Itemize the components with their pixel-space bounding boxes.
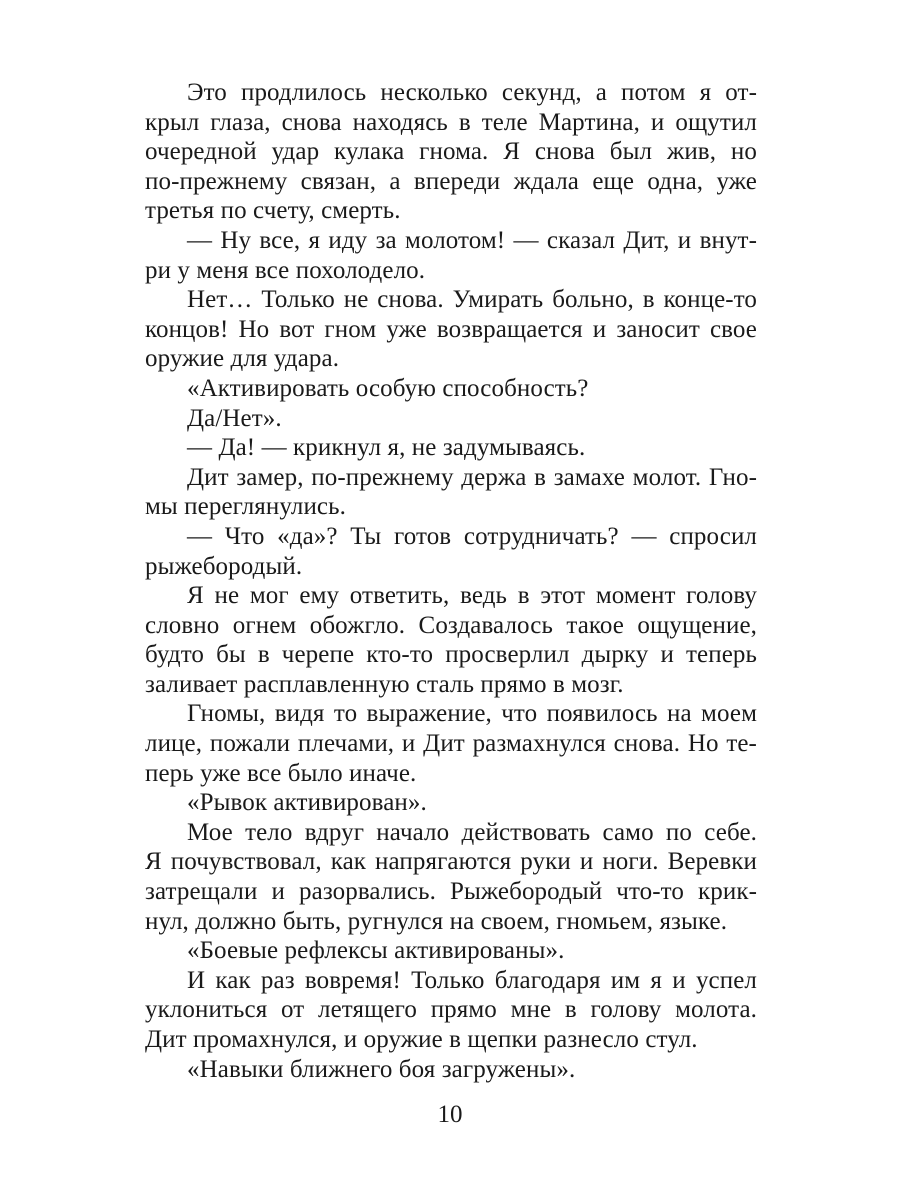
text-line: Это продлилось несколько секунд, а потом я от- [187,79,757,106]
text-line: И как раз вовремя! Только благодаря им я и успел [187,966,757,994]
text-line: концов! Но вот гном уже возвращается и заносит свое [145,315,757,343]
text-line: по-прежнему связан, а впереди ждала еще одна, уже [145,167,757,195]
text-line: «Навыки ближнего боя загружены». [187,1055,576,1083]
text-line: ри у меня все похолодело. [145,256,426,284]
text-line: рыжебородый. [145,552,303,580]
text-line: уклониться от летящего прямо мне в голову молота. [145,996,757,1024]
text-line: — Да! — крикнул я, не задумываясь. [187,434,586,462]
text-line: Да/Нет». [187,404,282,432]
text-line: крыл глаза, снова находясь в теле Мартина, и ощутил [145,108,757,136]
text-line: Дит промахнулся, и оружие в щепки разнесло стул. [145,1026,698,1053]
text-line: «Рывок активирован». [187,789,427,817]
text-line: третья по счету, смерть. [145,197,401,225]
text-line: лице, пожали плечами, и Дит размахнулся снова. Но те- [145,730,757,758]
book-page-text [145,78,757,1084]
text-line: очередной удар кулака гнома. Я снова был жив, но [145,138,757,166]
text-line: Я не мог ему ответить, ведь в этот момент голову [187,582,757,610]
text-line: «Активировать особую способность? [187,374,589,402]
text-line: — Что «да»? Ты готов сотрудничать? — спросил [187,522,757,550]
text-line: Я почувствовал, как напрягаются руки и ноги. Веревки [145,848,757,876]
text-line: словно огнем обожгло. Создавалось такое ощущение, [145,611,757,639]
text-line: затрещали и разорвались. Рыжебородый что-то крик- [145,878,757,906]
text-line: Гномы, видя то выражение, что появилось на моем [187,700,757,728]
text-line: перь уже все было иначе. [145,759,417,787]
page-number: 10 [437,1101,463,1128]
text-line: — Ну все, я иду за молотом! — сказал Дит, и внут- [187,226,757,254]
text-line: заливает расплавленную сталь прямо в мозг. [145,670,624,698]
text-line: нул, должно быть, ругнулся на своем, гномьем, языке. [145,907,728,935]
text-line: будто бы в черепе кто-то просверлил дырку и теперь [145,641,757,669]
text-line: оружие для удара. [145,345,340,373]
text-line: «Боевые рефлексы активированы». [187,937,565,965]
text-line: Нет… Только не снова. Умирать больно, в конце-то [187,286,757,314]
text-line: Дит замер, по-прежнему держа в замахе молот. Гно- [187,463,757,491]
text-line: Мое тело вдруг начало действовать само по себе. [187,818,757,846]
text-line: мы переглянулись. [145,493,346,521]
